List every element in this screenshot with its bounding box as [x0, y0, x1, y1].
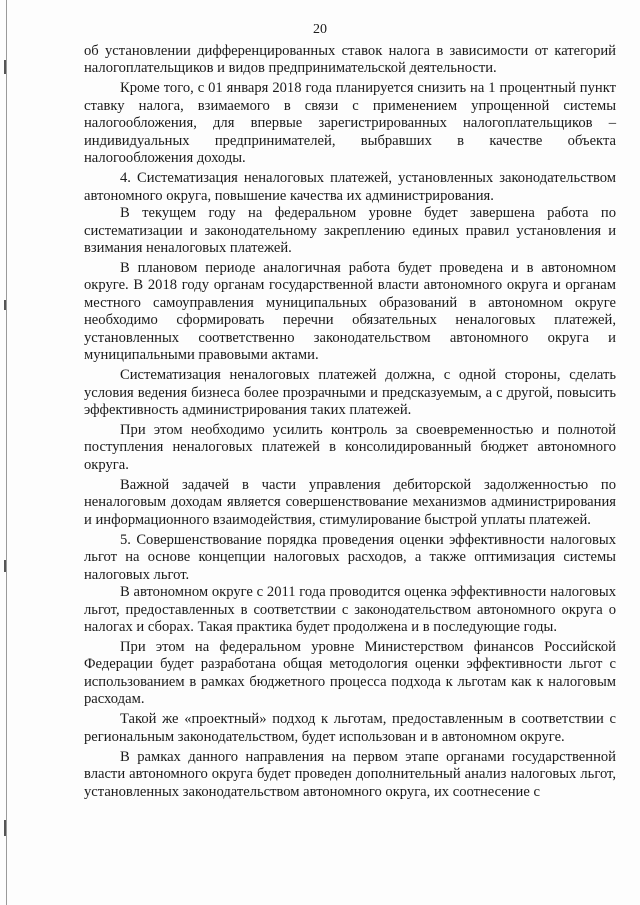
- paragraph: В плановом периоде аналогичная работа будет проведена и в автономном округе. В 2018 году органам государственной власти автономного округа и органам местного самоуправления муниципальных образований в автономном округе необходимо сформировать перечни обязательных неналоговых платежей, установленных соответственно законодательством автономного округа и муниципальными правовыми актами.: [84, 259, 616, 364]
- scan-edge-mark: [4, 560, 6, 572]
- page-number: 20: [313, 22, 327, 37]
- paragraph-continuation: об установлении дифференцированных ставок налога в зависимости от категорий налогоплательщиков и видов предпринимательской деятельности.: [84, 43, 616, 77]
- paragraph: В рамках данного направления на первом этапе органами государственной власти автономного округа будет проведен дополнительный анализ налоговых льгот, установленных законодательством автономного округа, их соотнесение с: [84, 748, 616, 800]
- scan-edge-line: [6, 0, 7, 905]
- paragraph: При этом на федеральном уровне Министерством финансов Российской Федерации будет разработана общая методология оценки эффективности льгот с использованием в рамках бюджетного процесса подхода к льготам как к налоговым расходам.: [84, 638, 616, 708]
- paragraph: При этом необходимо усилить контроль за своевременностью и полнотой поступления неналоговых платежей в консолидированный бюджет автономного округа.: [84, 422, 616, 473]
- section-heading-5: 5. Совершенствование порядка проведения оценки эффективности налоговых льгот на основе концепции налоговых расходов, а также оптимизация системы налоговых льгот.: [84, 531, 616, 583]
- paragraph: Важной задачей в части управления дебиторской задолженностью по неналоговым доходам является совершенствование механизмов администрирования и информационного взаимодействия, стимулирование быстрой уплаты платежей.: [84, 476, 616, 528]
- document-body: [84, 43, 616, 804]
- paragraph: Такой же «проектный» подход к льготам, предоставленным в соответствии с региональным законодательством, будет использован и в автономном округе.: [84, 711, 616, 745]
- scan-edge-mark: [4, 300, 6, 310]
- paragraph: В автономном округе с 2011 года проводится оценка эффективности налоговых льгот, предоставленных в соответствии с законодательством автономного округа о налогах и сборах. Такая практика будет продолжена и в последующие годы.: [84, 584, 616, 635]
- section-heading-4: 4. Систематизация неналоговых платежей, установленных законодательством автономного округа, повышение качества их администрирования.: [84, 170, 616, 204]
- paragraph: Кроме того, с 01 января 2018 года планируется снизить на 1 процентный пункт ставку налога, взимаемого в связи с применением упрощенной системы налогообложения, для впервые зарегистрированных налогоплательщиков – индивидуальных предпринимателей, выбравших в качестве объекта налогообложения доходы.: [84, 80, 616, 167]
- scan-edge-mark: [4, 820, 6, 836]
- paragraph: В текущем году на федеральном уровне будет завершена работа по систематизации и законодательному закреплению единых правил установления и взимания неналоговых платежей.: [84, 205, 616, 256]
- scan-edge-mark: [4, 60, 6, 74]
- paragraph: Систематизация неналоговых платежей должна, с одной стороны, сделать условия ведения бизнеса более прозрачными и предсказуемым, а с другой, повысить эффективность администрирования таких платежей.: [84, 367, 616, 419]
